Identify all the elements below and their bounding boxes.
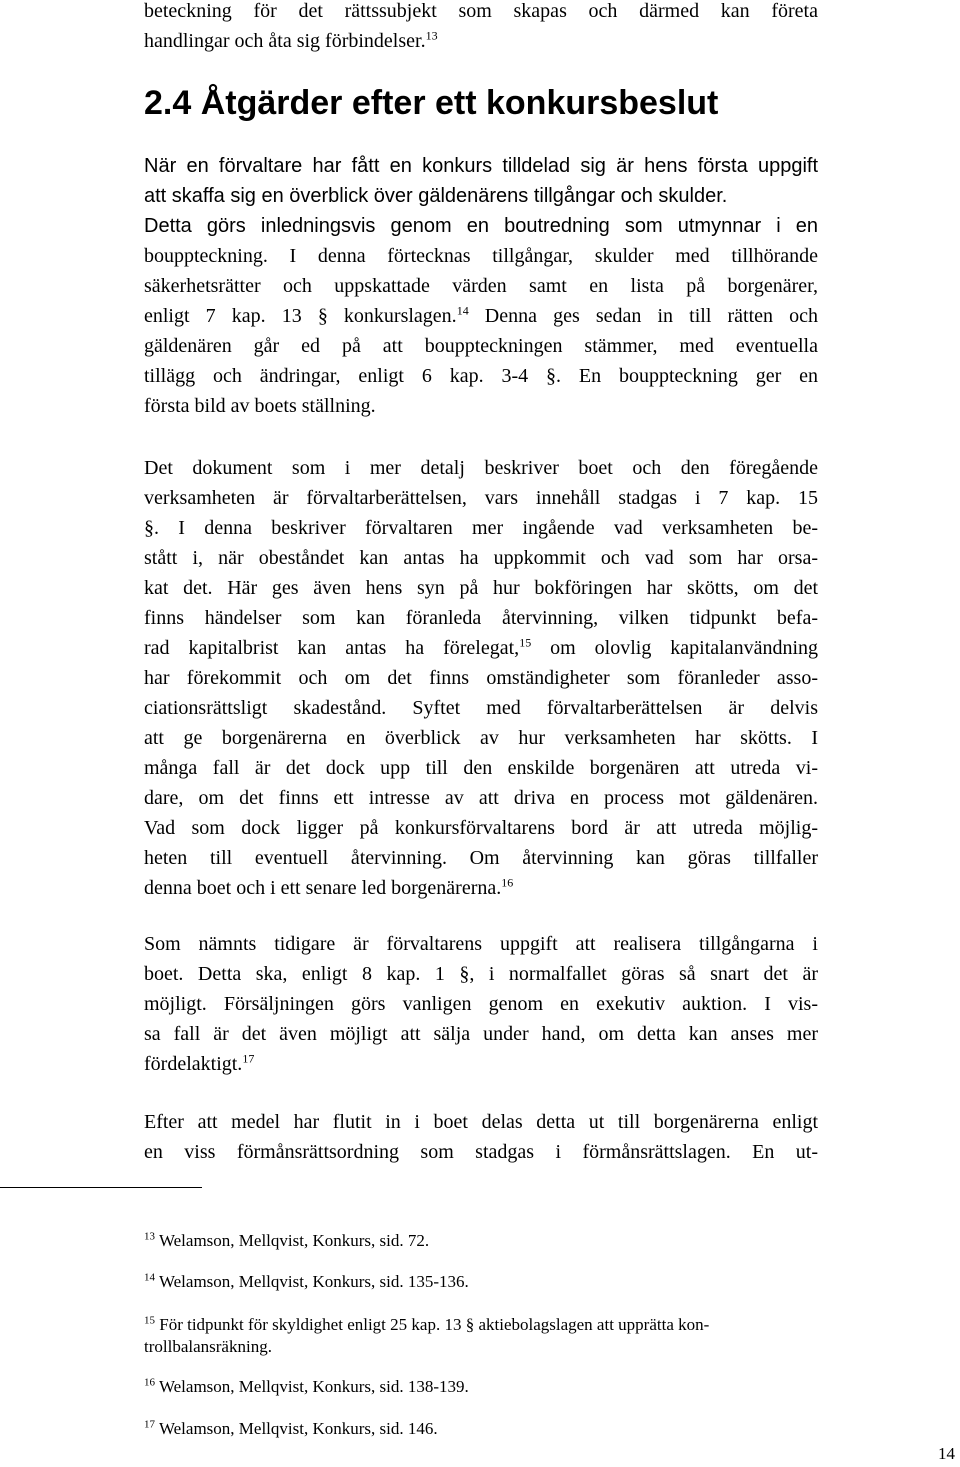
paragraph-2 [144,453,818,903]
text-line: När en förvaltare har fått en konkurs tilldelad sig är hens första uppgift [144,155,818,177]
footnote-text: För tidpunkt för skyldighet enligt 25 kap. 13 § aktiebolagslagen att upprätta kon- [155,1315,710,1334]
footnote-number: 17 [144,1418,155,1431]
text-line: heten till eventuell återvinning. Om återvinning kan göras tillfaller [144,847,818,869]
footnote-13 [144,1230,824,1252]
text-line [144,633,818,663]
footnote-line [144,1230,824,1252]
footnote-ref: 15 [519,635,532,650]
paragraph-4 [144,1107,818,1167]
footnote-number: 16 [144,1376,155,1389]
footnote-number: 15 [144,1314,155,1327]
footnote-text: Welamson, Mellqvist, Konkurs, sid. 135-136. [155,1272,469,1291]
text-line: ciationsrättsligt skadestånd. Syftet med förvaltarberättelsen är delvis [144,697,818,719]
footnote-ref: 16 [501,875,514,890]
text-span: Denna ges sedan in till rätten och [468,305,818,327]
footnote-text: Welamson, Mellqvist, Konkurs, sid. 138-139. [155,1377,469,1396]
text-line: bouppteckning. I denna förtecknas tillgångar, skulder med tillhörande [144,245,818,267]
text-line: §. I denna beskriver förvaltaren mer ingående vad verksamheten be- [144,517,818,539]
text-line: sa fall är det även möjligt att sälja under hand, om detta kan anses mer [144,1023,818,1045]
text-span: denna boet och i ett senare led borgenärerna. [144,877,502,899]
footnote-ref: 17 [242,1051,255,1066]
paragraph-1 [144,151,818,421]
footnote-separator [0,1187,202,1188]
text-line: många fall är det dock upp till den enskilde borgenären att utreda vi- [144,757,818,779]
text-span: handlingar och åta sig förbindelser. [144,30,426,52]
footnote-16 [144,1376,824,1398]
top-paragraph [144,0,818,56]
text-line: boet. Detta ska, enligt 8 kap. 1 §, i normalfallet göras så snart det är [144,963,818,985]
text-span: om olovlig kapitalanvändning [531,637,818,659]
text-line: Som nämnts tidigare är förvaltarens uppgift att realisera tillgångarna i [144,933,818,955]
footnote-line [144,1271,824,1293]
section-heading: 2.4 Åtgärder efter ett konkursbeslut [144,84,719,122]
footnote-line [144,1314,824,1336]
text-line: första bild av boets ställning. [144,395,376,417]
page-number: 14 [938,1444,955,1463]
text-line [144,1049,818,1079]
text-line [144,873,818,903]
footnote-line [144,1376,824,1398]
text-line: möjligt. Försäljningen görs vanligen genom en exekutiv auktion. I vis- [144,993,818,1015]
footnote-text: Welamson, Mellqvist, Konkurs, sid. 146. [155,1419,438,1438]
footnote-15 [144,1314,824,1358]
footnote-number: 13 [144,1230,155,1243]
text-line: tillägg och ändringar, enligt 6 kap. 3-4 §. En bouppteckning ger en [144,365,818,387]
text-line: en viss förmånsrättsordning som stadgas i förmånsrättslagen. En ut- [144,1141,818,1163]
text-span: enligt 7 kap. 13 § konkurslagen. [144,305,457,327]
text-span: fördelaktigt. [144,1053,243,1075]
text-line: säkerhetsrätter och uppskattade värden samt en lista på borgenärer, [144,275,818,297]
paragraph-3 [144,929,818,1079]
text-line: Det dokument som i mer detalj beskriver boet och den föregående [144,457,818,479]
footnote-ref: 14 [456,303,469,318]
text-span: rad kapitalbrist kan antas ha förelegat, [144,637,520,659]
text-line: att ge borgenärerna en överblick av hur verksamheten har skötts. I [144,727,818,749]
text-line: Vad som dock ligger på konkursförvaltarens bord är att utreda möjlig- [144,817,818,839]
text-line: kat det. Här ges även hens syn på hur bokföringen har skötts, om det [144,577,818,599]
footnote-ref: 13 [425,28,438,43]
text-line: gäldenären går ed på att bouppteckningen stämmer, med eventuella [144,335,818,357]
footnote-17 [144,1418,824,1440]
text-line [144,26,818,56]
footnote-number: 14 [144,1271,155,1284]
footnote-line [144,1418,824,1440]
text-line: verksamheten är förvaltarberättelsen, vars innehåll stadgas i 7 kap. 15 [144,487,818,509]
footnote-line: trollbalansräkning. [144,1337,272,1356]
footnote-14 [144,1271,824,1293]
text-line [144,301,818,331]
text-line: dare, om det finns ett intresse av att driva en process mot gäldenären. [144,787,818,809]
text-line: Efter att medel har flutit in i boet delas detta ut till borgenärerna enligt [144,1111,818,1133]
text-line: beteckning för det rättssubjekt som skapas och därmed kan företa [144,0,818,22]
text-line: att skaffa sig en överblick över gäldenärens tillgångar och skulder. [144,185,728,207]
footnote-text: Welamson, Mellqvist, Konkurs, sid. 72. [155,1231,430,1250]
text-line: finns händelser som kan föranleda återvinning, vilken tidpunkt befa- [144,607,818,629]
text-line: har förekommit och om det finns omständigheter som föranleder asso- [144,667,818,689]
text-line: stått i, när obeståndet kan antas ha uppkommit och vad som har orsa- [144,547,818,569]
text-line: Detta görs inledningsvis genom en boutredning som utmynnar i en [144,215,818,237]
